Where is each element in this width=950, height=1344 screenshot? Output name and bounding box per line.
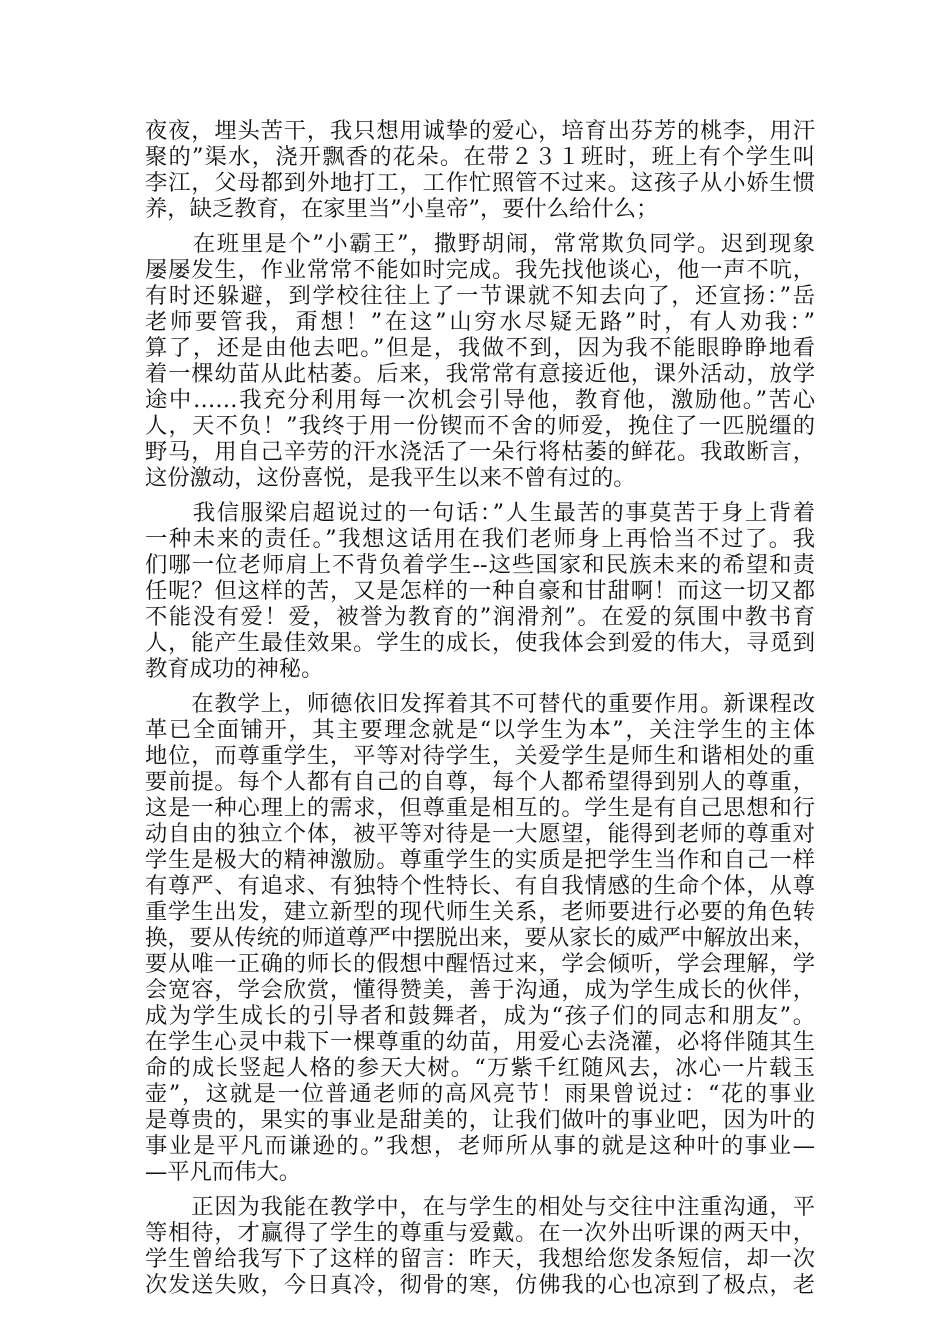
text-line: 壶”，这就是一位普通老师的高风亮节！雨果曾说过：“花的事业: [145, 1081, 815, 1107]
text-line: 聚的”渠水，浇开飘香的花朵。在带２３１班时，班上有个学生叫: [145, 144, 815, 170]
text-line: 学生是极大的精神激励。尊重学生的实质是把学生当作和自己一样: [145, 847, 815, 873]
text-line: 成为学生成长的引导者和鼓舞者，成为“孩子们的同志和朋友”。: [145, 1003, 815, 1029]
text-line: 事业是平凡而谦逊的。”我想，老师所从事的就是这种叶的事业—: [145, 1133, 815, 1159]
text-line: 着一棵幼苗从此枯萎。后来，我常常有意接近他，课外活动，放学: [145, 361, 815, 387]
text-line: 教育成功的神秘。: [145, 656, 324, 682]
text-line: 地位，而尊重学生，平等对待学生，关爱学生是师生和谐相处的重: [145, 743, 815, 769]
text-line: 夜夜，埋头苦干，我只想用诚挚的爱心，培育出芬芳的桃李，用汗: [145, 118, 815, 144]
text-line: 会宽容，学会欣赏，懂得赞美，善于沟通，成为学生成长的伙伴，: [145, 977, 815, 1003]
text-line: 换，要从传统的师道尊严中摆脱出来，要从家长的威严中解放出来，: [145, 925, 815, 951]
text-line: 途中……我充分利用每一次机会引导他，教育他，激励他。”苦心: [145, 387, 815, 413]
paragraph: [145, 118, 815, 222]
paragraph-gap: [145, 1185, 815, 1194]
paragraph-gap: [145, 682, 815, 691]
text-line: 一种未来的责任。”我想这话用在我们老师身上再恰当不过了。我: [145, 526, 815, 552]
text-line: 野马，用自己辛劳的汗水浇活了一朵行将枯萎的鲜花。我敢断言，: [145, 439, 815, 465]
paragraph: [145, 231, 815, 491]
text-line: 人，天不负！”我终于用一份锲而不舍的师爱，挽住了一匹脱缰的: [145, 413, 815, 439]
text-line: 命的成长竖起人格的参天大树。“万紫千红随风去，冰心一片载玉: [145, 1055, 815, 1081]
text-line: 有时还躲避，到学校往往上了一节课就不知去向了，还宣扬：”岳: [145, 283, 815, 309]
document-page: [145, 118, 815, 1298]
paragraph: [145, 691, 815, 1185]
text-line: 这是一种心理上的需求，但尊重是相互的。学生是有自己思想和行: [145, 795, 815, 821]
text-line: 李江，父母都到外地打工，工作忙照管不过来。这孩子从小娇生惯: [145, 170, 815, 196]
text-line: 次发送失败，今日真冷，彻骨的寒，仿佛我的心也凉到了极点，老: [145, 1272, 815, 1298]
paragraph: [145, 1194, 815, 1298]
text-line: 重学生出发，建立新型的现代师生关系，老师要进行必要的角色转: [145, 899, 815, 925]
text-line: 不能没有爱！爱，被誉为教育的”润滑剂”。在爱的氛围中教书育: [145, 604, 815, 630]
text-line: 要从唯一正确的师长的假想中醒悟过来，学会倾听，学会理解，学: [145, 951, 815, 977]
text-line: 动自由的独立个体，被平等对待是一大愿望，能得到老师的尊重对: [145, 821, 815, 847]
text-line: 老师要管我，甭想！”在这”山穷水尽疑无路”时，有人劝我：”: [145, 309, 815, 335]
text-line: 算了，还是由他去吧。”但是，我做不到，因为我不能眼睁睁地看: [145, 335, 815, 361]
text-line: 我信服梁启超说过的一句话：”人生最苦的事莫苦于身上背着: [145, 500, 815, 526]
text-line: 屡屡发生，作业常常不能如时完成。我先找他谈心，他一声不吭，: [145, 257, 815, 283]
paragraph-gap: [145, 491, 815, 500]
text-line: 人，能产生最佳效果。学生的成长，使我体会到爱的伟大，寻觅到: [145, 630, 815, 656]
text-line: 等相待，才赢得了学生的尊重与爱戴。在一次外出听课的两天中，: [145, 1220, 815, 1246]
text-line: 这份激动，这份喜悦，是我平生以来不曾有过的。: [145, 465, 636, 491]
text-line: 们哪一位老师肩上不背负着学生--这些国家和民族未来的希望和责: [145, 552, 815, 578]
text-line: 在教学上，师德依旧发挥着其不可替代的重要作用。新课程改: [145, 691, 815, 717]
text-line: 有尊严、有追求、有独特个性特长、有自我情感的生命个体，从尊: [145, 873, 815, 899]
text-line: 任呢？但这样的苦，又是怎样的一种自豪和甘甜啊！而这一切又都: [145, 578, 815, 604]
text-line: 学生曾给我写下了这样的留言：昨天，我想给您发条短信，却一次: [145, 1246, 815, 1272]
text-line: 要前提。每个人都有自己的自尊，每个人都希望得到别人的尊重，: [145, 769, 815, 795]
text-line: 在学生心灵中栽下一棵尊重的幼苗，用爱心去浇灌，必将伴随其生: [145, 1029, 815, 1055]
text-line: 正因为我能在教学中，在与学生的相处与交往中注重沟通，平: [145, 1194, 815, 1220]
text-line: 养，缺乏教育，在家里当”小皇帝”，要什么给什么；: [145, 196, 659, 222]
text-line: 是尊贵的，果实的事业是甜美的，让我们做叶的事业吧，因为叶的: [145, 1107, 815, 1133]
text-line: 革已全面铺开，其主要理念就是“以学生为本”，关注学生的主体: [145, 717, 815, 743]
paragraph: [145, 500, 815, 682]
text-line: —平凡而伟大。: [145, 1159, 302, 1185]
paragraph-gap: [145, 222, 815, 231]
text-line: 在班里是个”小霸王”，撒野胡闹，常常欺负同学。迟到现象: [145, 231, 815, 257]
